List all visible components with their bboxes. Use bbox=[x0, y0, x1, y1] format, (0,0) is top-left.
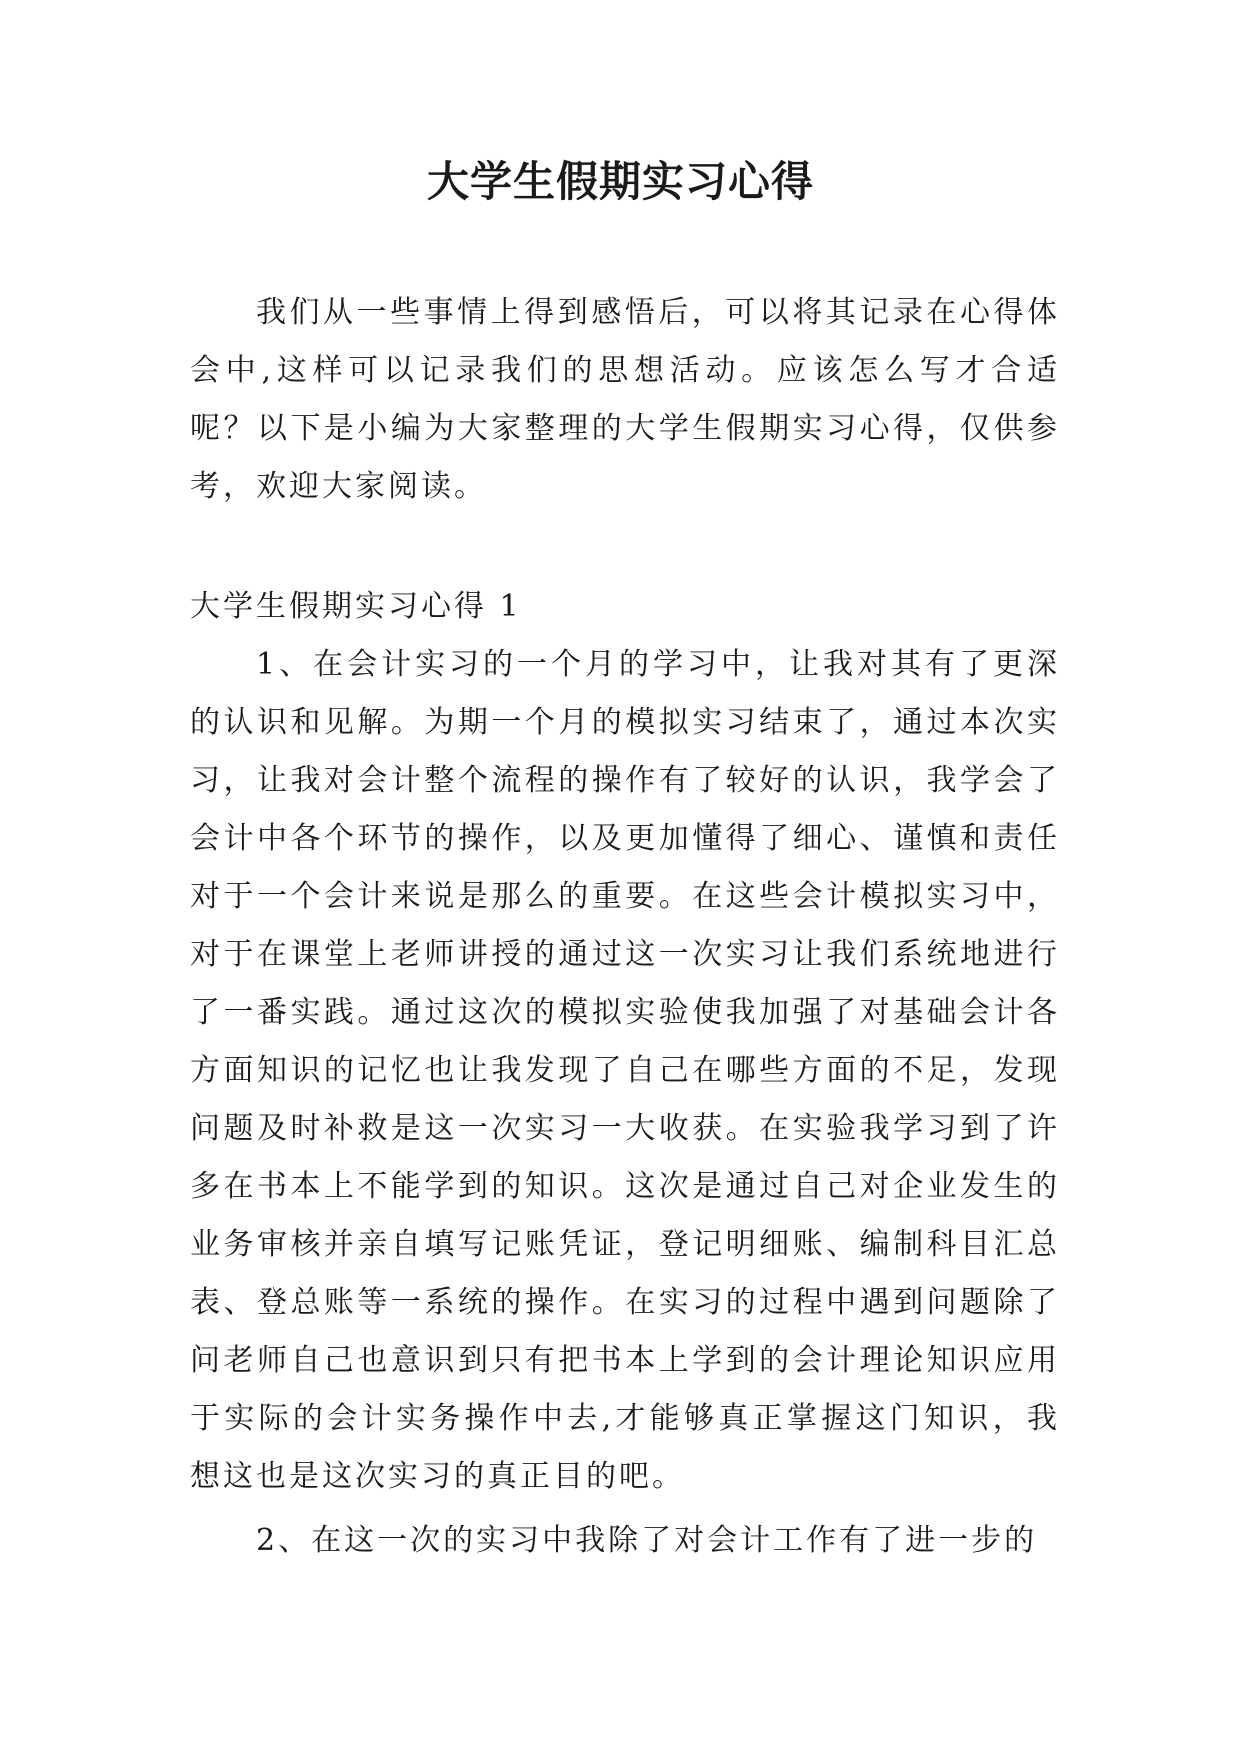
document-title: 大学生假期实习心得 bbox=[426, 157, 814, 206]
intro-paragraph: 我们从一些事情上得到感悟后，可以将其记录在心得体会中,这样可以记录我们的思想活动。应该怎么写才合适呢？以下是小编为大家整理的大学生假期实习心得，仅供参考，欢迎大家阅读。 bbox=[190, 295, 1060, 504]
section-heading: 大学生假期实习心得 1 bbox=[190, 589, 522, 624]
body-paragraph-2: 2、在这一次的实习中我除了对会计工作有了进一步的 bbox=[256, 1523, 1038, 1558]
body-paragraph-1: 1、在会计实习的一个月的学习中，让我对其有了更深的认识和见解。为期一个月的模拟实习结束了，通过本次实习，让我对会计整个流程的操作有了较好的认识，我学会了会计中各个环节的操作，以及更加懂得了细心、谨慎和责任对于一个会计来说是那么的重要。在这些会计模拟实习中，对于在课堂上老师讲授的通过这一次实习让我们系统地进行了一番实践。通过这次的模拟实验使我加强了对基础会计各方面知识的记忆也让我发现了自己在哪些方面的不足，发现问题及时补救是这一次实习一大收获。在实验我学习到了许多在书本上不能学到的知识。这次是通过自己对企业发生的业务审核并亲自填写记账凭证，登记明细账、编制科目汇总表、登总账等一系统的操作。在实习的过程中遇到问题除了问老师自己也意识到只有把书本上学到的会计理论知识应用于实际的会计实务操作中去,才能够真正掌握这门知识，我想这也是这次实习的真正目的吧。 bbox=[190, 647, 1060, 1494]
